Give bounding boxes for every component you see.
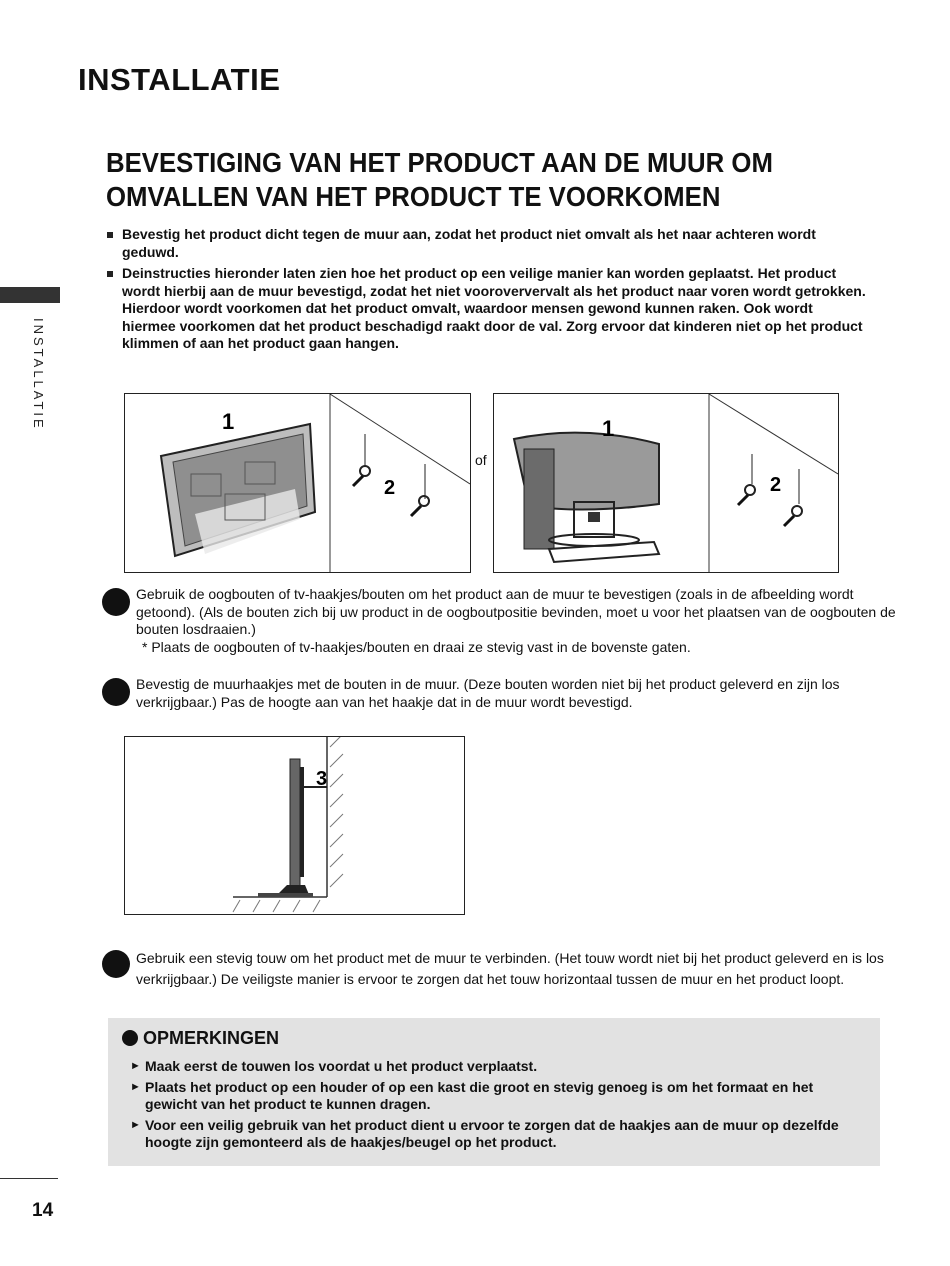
figure-separator-text: of [475, 452, 487, 468]
page-number: 14 [32, 1200, 54, 1221]
notes-title: OPMERKINGEN [143, 1028, 280, 1048]
notes-item: ► Maak eerst de touwen los voordat u het product verplaatst. [130, 1058, 865, 1076]
section-heading-line2: OMVALLEN VAN HET PRODUCT TE VOORKOMEN [106, 181, 721, 212]
step-3-text: Gebruik een stevig touw om het product met de muur te verbinden. (Het touw wordt niet bij het product geleverd en is los verkrijgbaar.) De veiligste manier is ervoor te zorgen dat het touw horizontaal tussen de muur en het product loopt. [136, 950, 884, 987]
step-bullet-icon [102, 588, 130, 616]
notes-header [122, 1028, 279, 1049]
fig1-step-label-1: 1 [222, 409, 235, 434]
step-1-note: * Plaats de oogbouten of tv-haakjes/bouten en draai ze stevig vast in de bovenste gaten. [142, 638, 691, 655]
page-title: INSTALLATIE [78, 62, 281, 97]
side-section-label: INSTALLATIE [31, 318, 46, 431]
notes-list [130, 1058, 865, 1155]
tv-back-wall-illustration [125, 394, 470, 572]
fig1-step-label-2: 2 [384, 477, 396, 499]
fig2-step-label-2: 2 [770, 474, 782, 496]
bullet-item: Bevestig het product dicht tegen de muur aan, zodat het product niet omvalt als het naar achteren wordt geduwd. [106, 226, 866, 261]
tv-stand-wall-illustration [494, 394, 838, 572]
fig2-step-label-1: 1 [602, 416, 615, 441]
notes-item: ► Voor een veilig gebruik van het product dient u ervoor te zorgen dat de haakjes aan de muur op dezelfde hoogte zijn gemonteerd als de haakjes/beugel op het product. [130, 1117, 865, 1152]
step-bullet-icon [102, 950, 130, 978]
step-bullet-icon [102, 678, 130, 706]
step-2-text: Bevestig de muurhaakjes met de bouten in de muur. (Deze bouten worden niet bij het product geleverd en zijn los verkrijgbaar.) Pas de hoogte aan van het haakje dat in de muur wordt bevestigd. [136, 676, 840, 710]
figure-rope-side-view [124, 736, 465, 915]
bullet-item: Deinstructies hieronder laten zien hoe het product op een veilige manier kan worden geplaatst. Het product wordt hierbij aan de muur bevestigd, zodat het niet vooroververvalt als het product naar voren wordt getrokken. Hierdoor wordt voorkomen dat het product omvalt, waardoor mensen gewond kunnen raken. Ook wordt hiermee voorkomen dat het product beschadigd raakt door de val. Zorg ervoor dat kinderen niet op het product klimmen of aan het product gaan hangen. [106, 265, 866, 353]
step-2 [102, 676, 906, 711]
step-1-text: Gebruik de oogbouten of tv-haakjes/bouten om het product aan de muur te bevestigen (zoals in de afbeelding wordt getoond). (Als de bouten zich bij uw product in de oogboutpositie bevinden, moet u voor het plaatsen van de oogbouten de bouten losdraaien.) [136, 586, 896, 637]
notes-item: ► Plaats het product op een houder of op een kast die groot en stevig genoeg is om het formaat en het gewicht van het product te kunnen dragen. [130, 1079, 865, 1114]
step-1 [102, 586, 906, 656]
side-tab-marker [0, 287, 60, 303]
notes-box [108, 1018, 880, 1166]
tv-side-rope-illustration [125, 737, 464, 914]
footer-rule [0, 1178, 58, 1179]
step-3 [102, 948, 906, 990]
section-heading [106, 146, 805, 214]
notes-bullet-icon [122, 1030, 138, 1046]
fig3-step-label-3: 3 [316, 768, 328, 790]
intro-bullets [106, 226, 866, 357]
figure-eyebolt-back-view [124, 393, 471, 573]
figure-bracket-stand-view [493, 393, 839, 573]
section-heading-line1: BEVESTIGING VAN HET PRODUCT AAN DE MUUR OM [106, 147, 773, 178]
